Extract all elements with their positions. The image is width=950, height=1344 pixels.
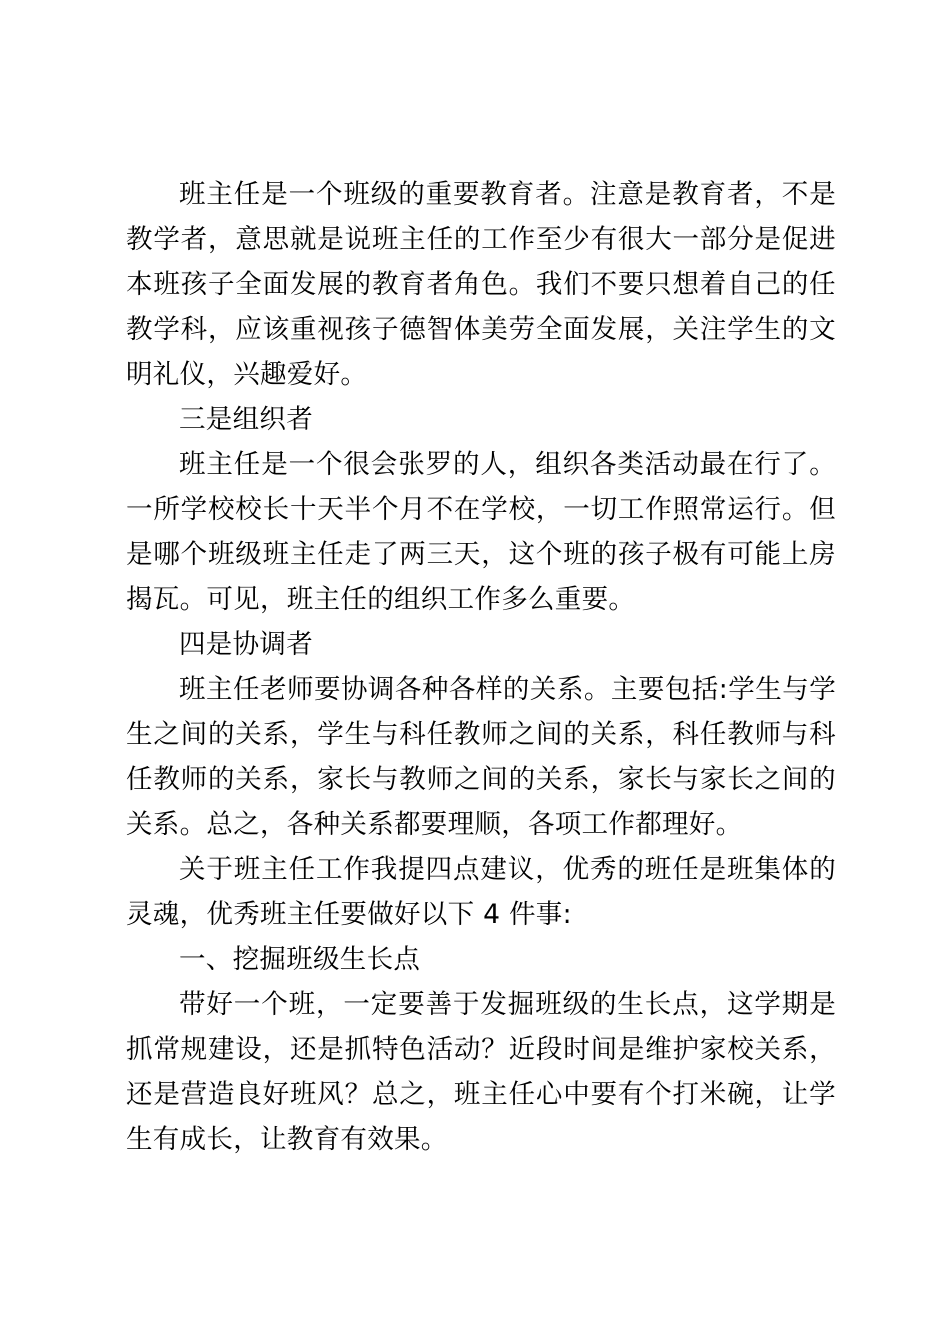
- paragraph-suggestions-intro: 关于班主任工作我提四点建议，优秀的班任是班集体的灵魂，优秀班主任要做好以下 4 件事:: [126, 854, 836, 930]
- document-body: [126, 172, 836, 1162]
- heading-growth-point: 一、挖掘班级生长点: [179, 944, 421, 975]
- heading-coordinator: 四是协调者: [179, 629, 313, 660]
- paragraph-educator: 班主任是一个班级的重要教育者。注意是教育者，不是教学者，意思就是说班主任的工作至少有很大一部分是促进本班孩子全面发展的教育者角色。我们不要只想着自己的任教学科，应该重视孩子德智体美劳全面发展，关注学生的文明礼仪，兴趣爱好。: [126, 179, 836, 390]
- paragraph-growth-point: 带好一个班，一定要善于发掘班级的生长点，这学期是抓常规建设，还是抓特色活动？近段时间是维护家校关系，还是营造良好班风？总之，班主任心中要有个打米碗，让学生有成长，让教育有效果。: [126, 989, 836, 1155]
- paragraph-organizer: 班主任是一个很会张罗的人，组织各类活动最在行了。一所学校校长十天半个月不在学校，一切工作照常运行。但是哪个班级班主任走了两三天，这个班的孩子极有可能上房揭瓦。可见，班主任的组织工作多么重要。: [126, 449, 836, 615]
- heading-organizer: 三是组织者: [179, 404, 313, 435]
- paragraph-coordinator: 班主任老师要协调各种各样的关系。主要包括:学生与学生之间的关系，学生与科任教师之间的关系，科任教师与科任教师的关系，家长与教师之间的关系，家长与家长之间的关系。总之，各种关系都要理顺，各项工作都理好。: [126, 674, 836, 840]
